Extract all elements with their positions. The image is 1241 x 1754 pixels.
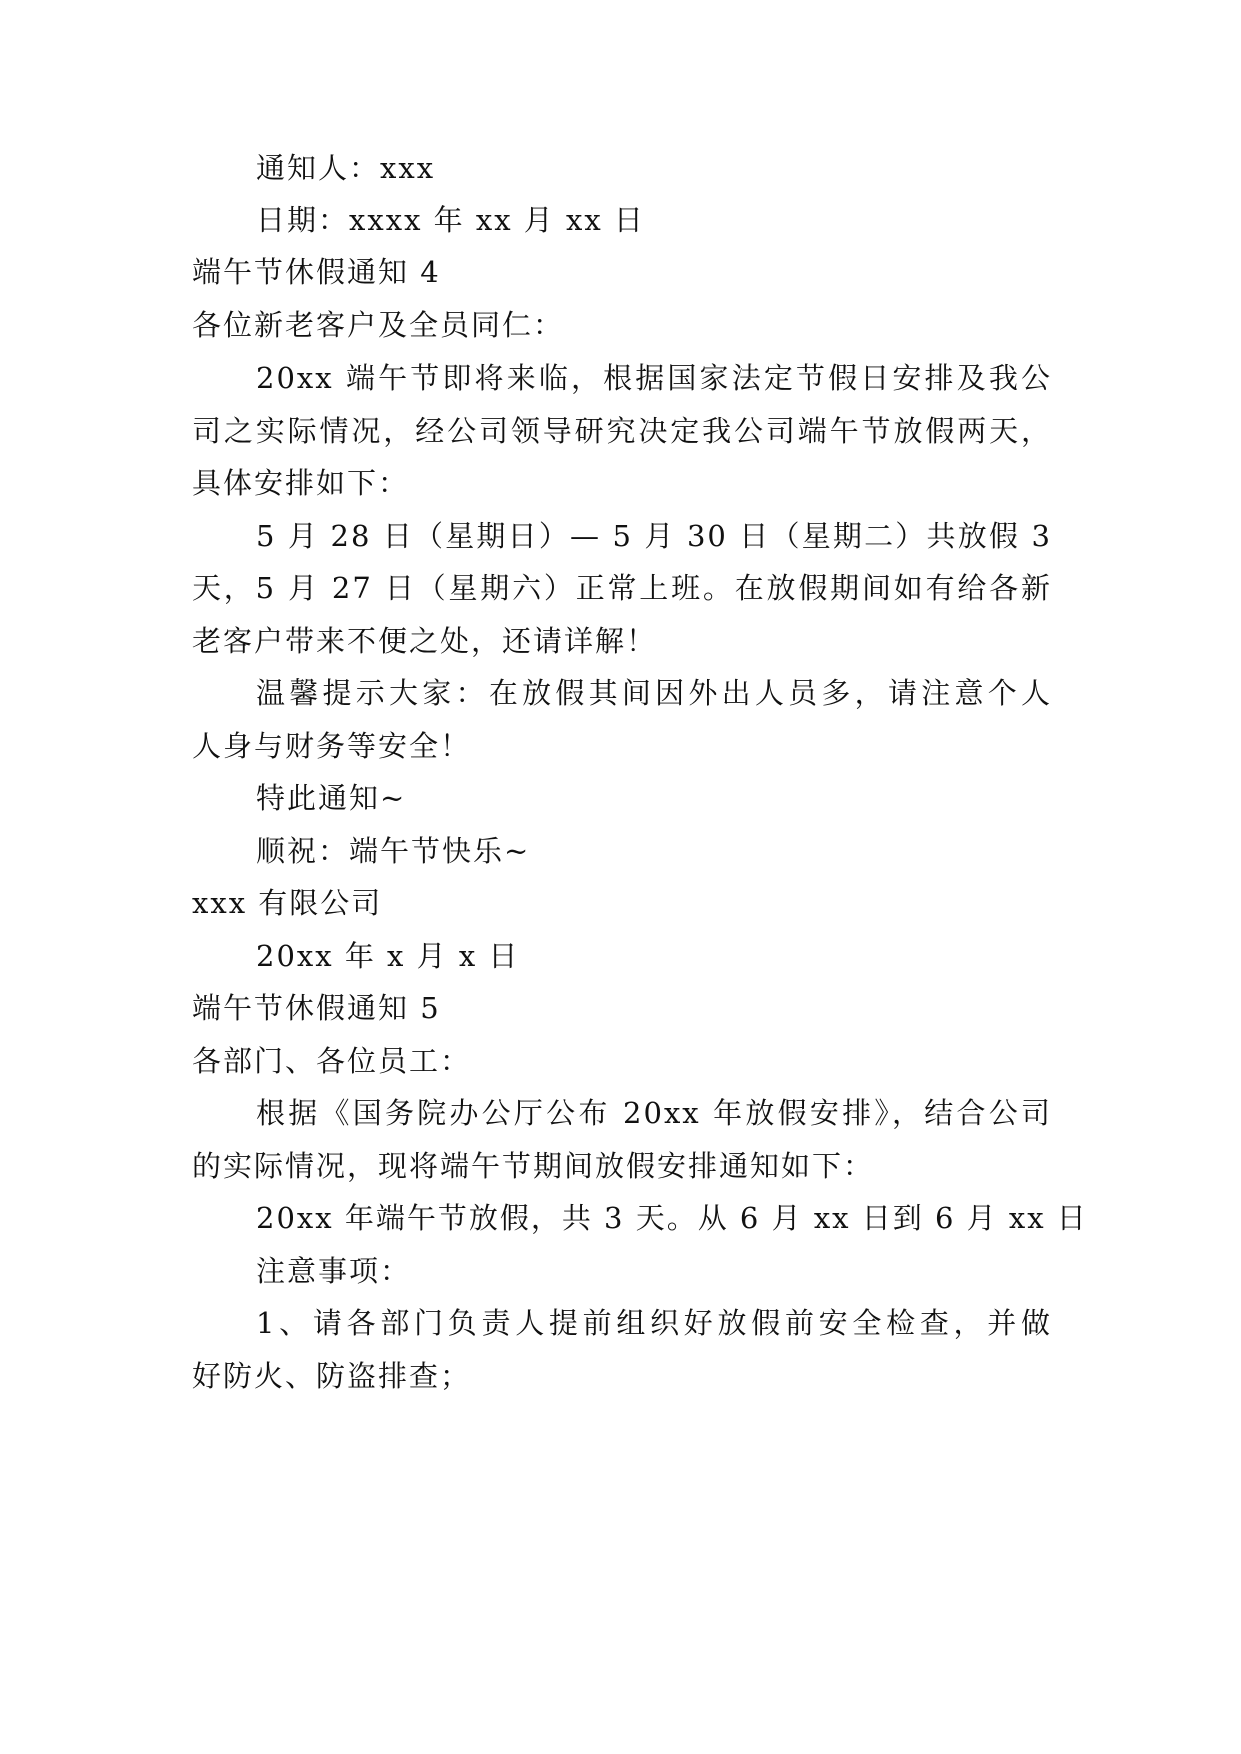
section-heading-4: 端午节休假通知 4 <box>192 255 441 289</box>
closing-line: 特此通知~ <box>256 781 407 815</box>
greeting-line: 顺祝：端午节快乐~ <box>256 834 531 868</box>
paragraph-line: 20xx 端午节即将来临，根据国家法定节假日安排及我公 <box>256 361 1052 395</box>
notifier-line: 通知人：xxx <box>256 151 436 185</box>
paragraph-line: 好防火、防盗排查； <box>192 1359 472 1393</box>
paragraph-line: 5 月 28 日（星期日）— 5 月 30 日（星期二）共放假 3 <box>256 519 1052 553</box>
paragraph-line: 老客户带来不便之处，还请详解！ <box>192 624 658 658</box>
paragraph-line: 天，5 月 27 日（星期六）正常上班。在放假期间如有给各新 <box>192 571 1052 605</box>
paragraph-line: 1、请各部门负责人提前组织好放假前安全检查，并做 <box>256 1306 1052 1340</box>
signature-date: 20xx 年 x 月 x 日 <box>256 939 520 973</box>
paragraph-line: 根据《国务院办公厅公布 20xx 年放假安排》，结合公司 <box>256 1096 1052 1130</box>
paragraph-line: 具体安排如下： <box>192 466 410 500</box>
paragraph-line: 的实际情况，现将端午节期间放假安排通知如下： <box>192 1149 875 1183</box>
date-line: 日期：xxxx 年 xx 月 xx 日 <box>256 203 645 237</box>
paragraph-line: 人身与财务等安全！ <box>192 729 472 763</box>
salutation-line: 各部门、各位员工： <box>192 1044 472 1078</box>
salutation-line: 各位新老客户及全员同仁： <box>192 308 565 342</box>
paragraph-line: 司之实际情况，经公司领导研究决定我公司端午节放假两天， <box>192 414 1052 448</box>
company-signature: xxx 有限公司 <box>192 886 383 920</box>
paragraph-line: 温馨提示大家：在放假其间因外出人员多，请注意个人 <box>256 676 1052 710</box>
section-heading-5: 端午节休假通知 5 <box>192 991 441 1025</box>
paragraph-line: 20xx 年端午节放假，共 3 天。从 6 月 xx 日到 6 月 xx 日 <box>256 1201 1088 1235</box>
notes-heading: 注意事项： <box>256 1254 412 1288</box>
